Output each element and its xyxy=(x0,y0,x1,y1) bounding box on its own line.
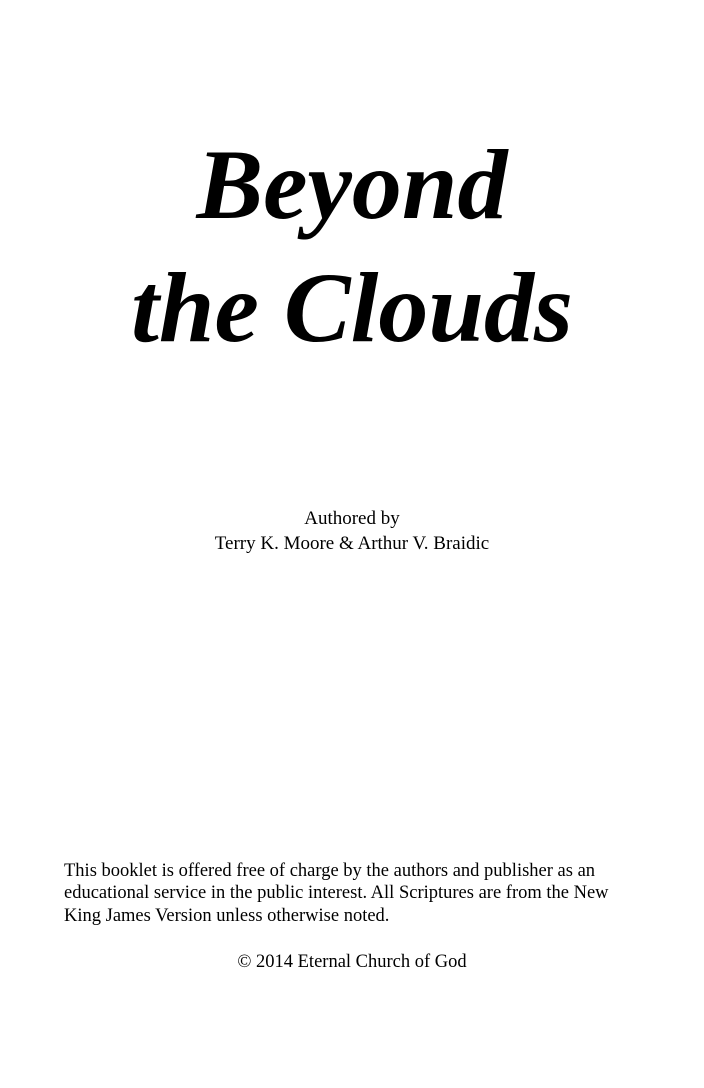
title-line-1: Beyond xyxy=(196,129,508,240)
title-line-2: the Clouds xyxy=(131,252,573,363)
byline-authors: Terry K. Moore & Arthur V. Braidic xyxy=(214,533,490,554)
copyright-notice: © 2014 Eternal Church of God xyxy=(237,952,467,972)
byline-label: Authored by xyxy=(304,508,400,529)
publication-notice xyxy=(64,860,644,927)
notice-line-2: educational service in the public interest. All Scriptures are from the New xyxy=(64,883,609,904)
notice-line-3: King James Version unless otherwise noted. xyxy=(64,905,390,926)
notice-line-1: This booklet is offered free of charge by the authors and publisher as an xyxy=(64,861,596,881)
